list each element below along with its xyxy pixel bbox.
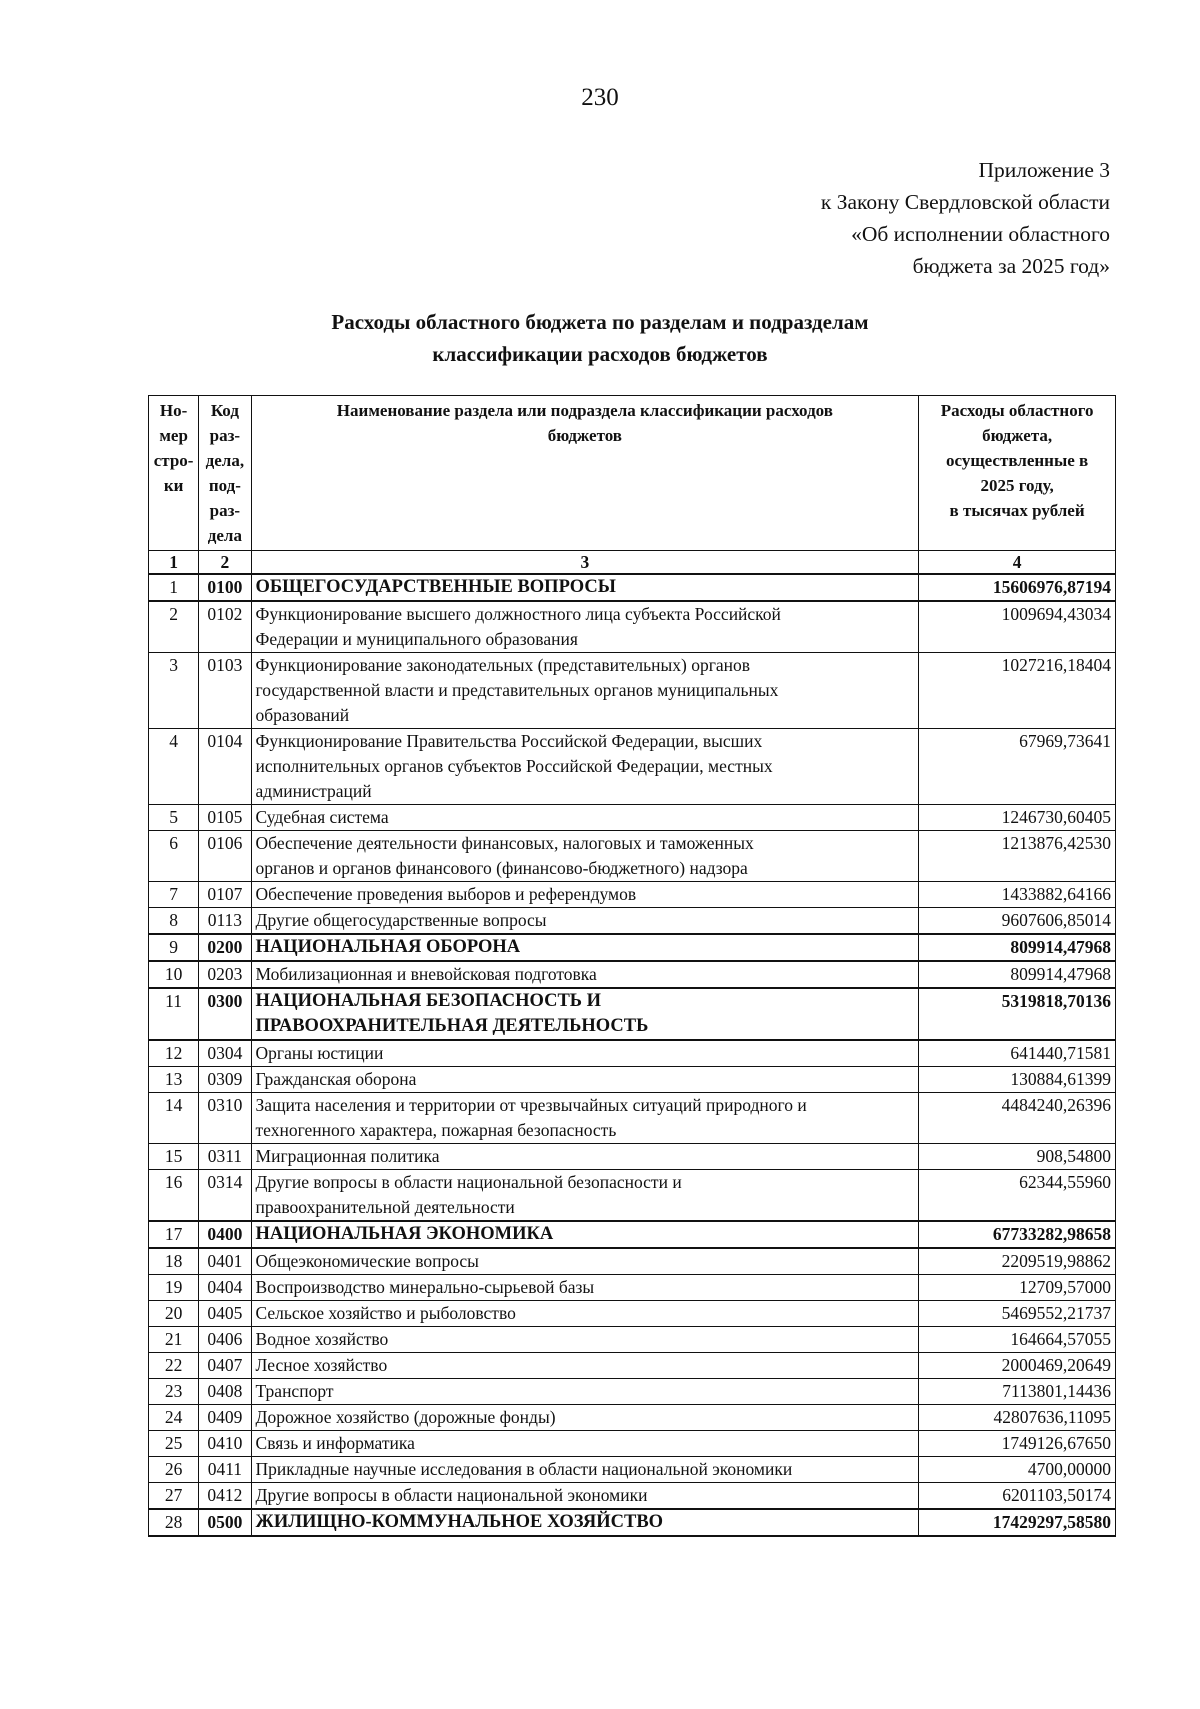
budget-table <box>148 395 1116 1537</box>
section-name <box>251 934 919 961</box>
section-name-line: ПРАВООХРАНИТЕЛЬНАЯ ДЕЯТЕЛЬНОСТЬ <box>255 1016 649 1036</box>
section-name <box>251 1301 919 1327</box>
row-number: 3 <box>149 653 199 729</box>
section-code: 0106 <box>199 831 251 882</box>
section-code: 0409 <box>199 1405 251 1431</box>
table-row <box>149 1093 1116 1144</box>
section-name-line: Миграционная политика <box>255 1146 440 1166</box>
section-name <box>251 908 919 935</box>
row-number: 25 <box>149 1431 199 1457</box>
column-index: 1 <box>149 551 199 575</box>
table-row <box>149 1379 1116 1405</box>
section-name-line: исполнительных органов субъектов Российской Федерации, местных <box>255 756 773 776</box>
section-name-line: НАЦИОНАЛЬНАЯ ЭКОНОМИКА <box>255 1224 554 1244</box>
row-number: 12 <box>149 1040 199 1067</box>
section-code: 0405 <box>199 1301 251 1327</box>
page-number: 230 <box>581 84 619 111</box>
section-name-line: Воспроизводство минерально-сырьевой базы <box>255 1277 595 1297</box>
table-row <box>149 882 1116 908</box>
section-name <box>251 1144 919 1170</box>
section-name <box>251 574 919 601</box>
section-name-line: Гражданская оборона <box>255 1069 417 1089</box>
section-name <box>251 831 919 882</box>
section-name <box>251 1457 919 1483</box>
expense-amount: 809914,47968 <box>919 961 1116 988</box>
expense-amount: 2209519,98862 <box>919 1248 1116 1275</box>
section-code: 0107 <box>199 882 251 908</box>
table-row <box>149 805 1116 831</box>
document-title <box>0 306 1200 370</box>
section-name-line: НАЦИОНАЛЬНАЯ ОБОРОНА <box>255 937 521 957</box>
expense-amount: 7113801,14436 <box>919 1379 1116 1405</box>
header-section-name: Наименование раздела или подраздела классификации расходов бюджетов <box>251 396 919 551</box>
section-name-line: Связь и информатика <box>255 1433 415 1453</box>
section-name-line: Судебная система <box>255 807 389 827</box>
table-row <box>149 729 1116 805</box>
expense-amount: 4700,00000 <box>919 1457 1116 1483</box>
header-expenses: Расходы областного бюджета, осуществленные в 2025 году, в тысячах рублей <box>919 396 1116 551</box>
table-row <box>149 1327 1116 1353</box>
section-code: 0100 <box>199 574 251 601</box>
expense-amount: 15606976,87194 <box>919 574 1116 601</box>
title-line-2: классификации расходов бюджетов <box>432 342 768 366</box>
table-row <box>149 1067 1116 1093</box>
section-name-line: Функционирование Правительства Российской Федерации, высших <box>255 731 763 751</box>
section-name-line: администраций <box>255 781 372 801</box>
section-code: 0400 <box>199 1221 251 1248</box>
table-row <box>149 1483 1116 1510</box>
section-row <box>149 1509 1116 1536</box>
table-row <box>149 653 1116 729</box>
section-name-line: Другие общегосударственные вопросы <box>255 910 547 930</box>
appendix-line: «Об исполнении областного <box>851 222 1110 246</box>
section-name-line: Защита населения и территории от чрезвычайных ситуаций природного и <box>255 1095 807 1115</box>
table-row <box>149 601 1116 653</box>
row-number: 20 <box>149 1301 199 1327</box>
table-row <box>149 1040 1116 1067</box>
section-code: 0304 <box>199 1040 251 1067</box>
row-number: 22 <box>149 1353 199 1379</box>
expense-amount: 17429297,58580 <box>919 1509 1116 1536</box>
section-code: 0300 <box>199 988 251 1040</box>
section-name <box>251 1170 919 1222</box>
table-row <box>149 908 1116 935</box>
section-name <box>251 1093 919 1144</box>
row-number: 21 <box>149 1327 199 1353</box>
row-number: 9 <box>149 934 199 961</box>
row-number: 17 <box>149 1221 199 1248</box>
table-row <box>149 1248 1116 1275</box>
section-name <box>251 653 919 729</box>
section-row <box>149 574 1116 601</box>
section-code: 0408 <box>199 1379 251 1405</box>
section-name <box>251 729 919 805</box>
expense-amount: 1246730,60405 <box>919 805 1116 831</box>
expense-amount: 5319818,70136 <box>919 988 1116 1040</box>
expense-amount: 1213876,42530 <box>919 831 1116 882</box>
section-name-line: Транспорт <box>255 1381 334 1401</box>
section-name-line: Органы юстиции <box>255 1043 384 1063</box>
section-name <box>251 1275 919 1301</box>
section-code: 0410 <box>199 1431 251 1457</box>
column-index: 2 <box>199 551 251 575</box>
column-index-row <box>149 551 1116 575</box>
section-name-line: правоохранительной деятельности <box>255 1197 515 1217</box>
expense-amount: 9607606,85014 <box>919 908 1116 935</box>
expense-amount: 809914,47968 <box>919 934 1116 961</box>
section-code: 0500 <box>199 1509 251 1536</box>
row-number: 2 <box>149 601 199 653</box>
section-code: 0404 <box>199 1275 251 1301</box>
section-name-line: Дорожное хозяйство (дорожные фонды) <box>255 1407 556 1427</box>
section-name-line: техногенного характера, пожарная безопасность <box>255 1120 617 1140</box>
section-name <box>251 1353 919 1379</box>
row-number: 23 <box>149 1379 199 1405</box>
section-name-line: Прикладные научные исследования в области национальной экономики <box>255 1459 793 1479</box>
section-code: 0203 <box>199 961 251 988</box>
section-name-line: НАЦИОНАЛЬНАЯ БЕЗОПАСНОСТЬ И <box>255 991 602 1011</box>
section-code: 0309 <box>199 1067 251 1093</box>
section-name <box>251 1431 919 1457</box>
row-number: 24 <box>149 1405 199 1431</box>
section-name-line: Федерации и муниципального образования <box>255 629 578 649</box>
expense-amount: 1009694,43034 <box>919 601 1116 653</box>
section-code: 0102 <box>199 601 251 653</box>
table-header-row <box>149 396 1116 551</box>
table-body <box>149 574 1116 1536</box>
section-name-line: ЖИЛИЩНО-КОММУНАЛЬНОЕ ХОЗЯЙСТВО <box>255 1512 664 1532</box>
expense-amount: 908,54800 <box>919 1144 1116 1170</box>
row-number: 6 <box>149 831 199 882</box>
section-name-line: Обеспечение деятельности финансовых, налоговых и таможенных <box>255 833 754 853</box>
row-number: 27 <box>149 1483 199 1510</box>
section-code: 0113 <box>199 908 251 935</box>
section-name-line: органов и органов финансового (финансово-бюджетного) надзора <box>255 858 748 878</box>
section-name <box>251 805 919 831</box>
section-name <box>251 1067 919 1093</box>
expense-amount: 1749126,67650 <box>919 1431 1116 1457</box>
row-number: 1 <box>149 574 199 601</box>
appendix-line: бюджета за 2025 год» <box>912 254 1110 278</box>
section-name-line: Общеэкономические вопросы <box>255 1251 479 1271</box>
table-row <box>149 1301 1116 1327</box>
section-name <box>251 1327 919 1353</box>
section-code: 0401 <box>199 1248 251 1275</box>
row-number: 16 <box>149 1170 199 1222</box>
section-name <box>251 882 919 908</box>
table-row <box>149 1431 1116 1457</box>
header-section-code: Код раз- дела, под- раз- дела <box>199 396 251 551</box>
row-number: 13 <box>149 1067 199 1093</box>
expense-amount: 67969,73641 <box>919 729 1116 805</box>
section-name-line: Сельское хозяйство и рыболовство <box>255 1303 516 1323</box>
table-row <box>149 1457 1116 1483</box>
row-number: 14 <box>149 1093 199 1144</box>
section-code: 0200 <box>199 934 251 961</box>
section-name <box>251 1221 919 1248</box>
section-name-line: Мобилизационная и вневойсковая подготовка <box>255 964 597 984</box>
header-row-number: Но- мер стро- ки <box>149 396 199 551</box>
expense-amount: 641440,71581 <box>919 1040 1116 1067</box>
section-name-line: Другие вопросы в области национальной безопасности и <box>255 1172 682 1192</box>
expense-amount: 2000469,20649 <box>919 1353 1116 1379</box>
appendix-line: к Закону Свердловской области <box>820 190 1110 214</box>
table-row <box>149 1170 1116 1222</box>
appendix-block <box>821 154 1110 282</box>
column-index: 4 <box>919 551 1116 575</box>
table-row <box>149 1353 1116 1379</box>
expense-amount: 12709,57000 <box>919 1275 1116 1301</box>
section-name <box>251 988 919 1040</box>
section-row <box>149 934 1116 961</box>
expense-amount: 1027216,18404 <box>919 653 1116 729</box>
expense-amount: 6201103,50174 <box>919 1483 1116 1510</box>
table-row <box>149 831 1116 882</box>
table-row <box>149 1144 1116 1170</box>
section-name-line: ОБЩЕГОСУДАРСТВЕННЫЕ ВОПРОСЫ <box>255 577 616 597</box>
section-code: 0310 <box>199 1093 251 1144</box>
section-code: 0105 <box>199 805 251 831</box>
section-name-line: Лесное хозяйство <box>255 1355 388 1375</box>
row-number: 26 <box>149 1457 199 1483</box>
section-code: 0412 <box>199 1483 251 1510</box>
expense-amount: 130884,61399 <box>919 1067 1116 1093</box>
row-number: 7 <box>149 882 199 908</box>
section-code: 0103 <box>199 653 251 729</box>
row-number: 5 <box>149 805 199 831</box>
expense-amount: 42807636,11095 <box>919 1405 1116 1431</box>
section-name-line: Другие вопросы в области национальной экономики <box>255 1485 648 1505</box>
row-number: 15 <box>149 1144 199 1170</box>
section-name-line: государственной власти и представительных органов муниципальных <box>255 680 779 700</box>
table-row <box>149 961 1116 988</box>
section-code: 0314 <box>199 1170 251 1222</box>
section-name-line: Обеспечение проведения выборов и референдумов <box>255 884 637 904</box>
expense-amount: 1433882,64166 <box>919 882 1116 908</box>
section-code: 0407 <box>199 1353 251 1379</box>
row-number: 19 <box>149 1275 199 1301</box>
appendix-line: Приложение 3 <box>978 158 1110 182</box>
row-number: 28 <box>149 1509 199 1536</box>
section-name-line: Функционирование законодательных (представительных) органов <box>255 655 751 675</box>
section-name <box>251 1248 919 1275</box>
section-code: 0311 <box>199 1144 251 1170</box>
section-name <box>251 601 919 653</box>
row-number: 8 <box>149 908 199 935</box>
section-name <box>251 1405 919 1431</box>
section-name <box>251 1040 919 1067</box>
section-name <box>251 1483 919 1510</box>
row-number: 11 <box>149 988 199 1040</box>
table-row <box>149 1405 1116 1431</box>
section-row <box>149 1221 1116 1248</box>
section-name <box>251 1509 919 1536</box>
expense-amount: 62344,55960 <box>919 1170 1116 1222</box>
row-number: 4 <box>149 729 199 805</box>
expense-amount: 4484240,26396 <box>919 1093 1116 1144</box>
expense-amount: 5469552,21737 <box>919 1301 1116 1327</box>
expense-amount: 67733282,98658 <box>919 1221 1116 1248</box>
section-name-line: образований <box>255 705 350 725</box>
section-code: 0104 <box>199 729 251 805</box>
section-code: 0406 <box>199 1327 251 1353</box>
section-name <box>251 961 919 988</box>
title-line-1: Расходы областного бюджета по разделам и подразделам <box>331 310 869 334</box>
section-name-line: Функционирование высшего должностного лица субъекта Российской <box>255 604 781 624</box>
column-index: 3 <box>251 551 919 575</box>
row-number: 18 <box>149 1248 199 1275</box>
section-row <box>149 988 1116 1040</box>
section-name <box>251 1379 919 1405</box>
expense-amount: 164664,57055 <box>919 1327 1116 1353</box>
table-row <box>149 1275 1116 1301</box>
section-code: 0411 <box>199 1457 251 1483</box>
section-name-line: Водное хозяйство <box>255 1329 389 1349</box>
row-number: 10 <box>149 961 199 988</box>
